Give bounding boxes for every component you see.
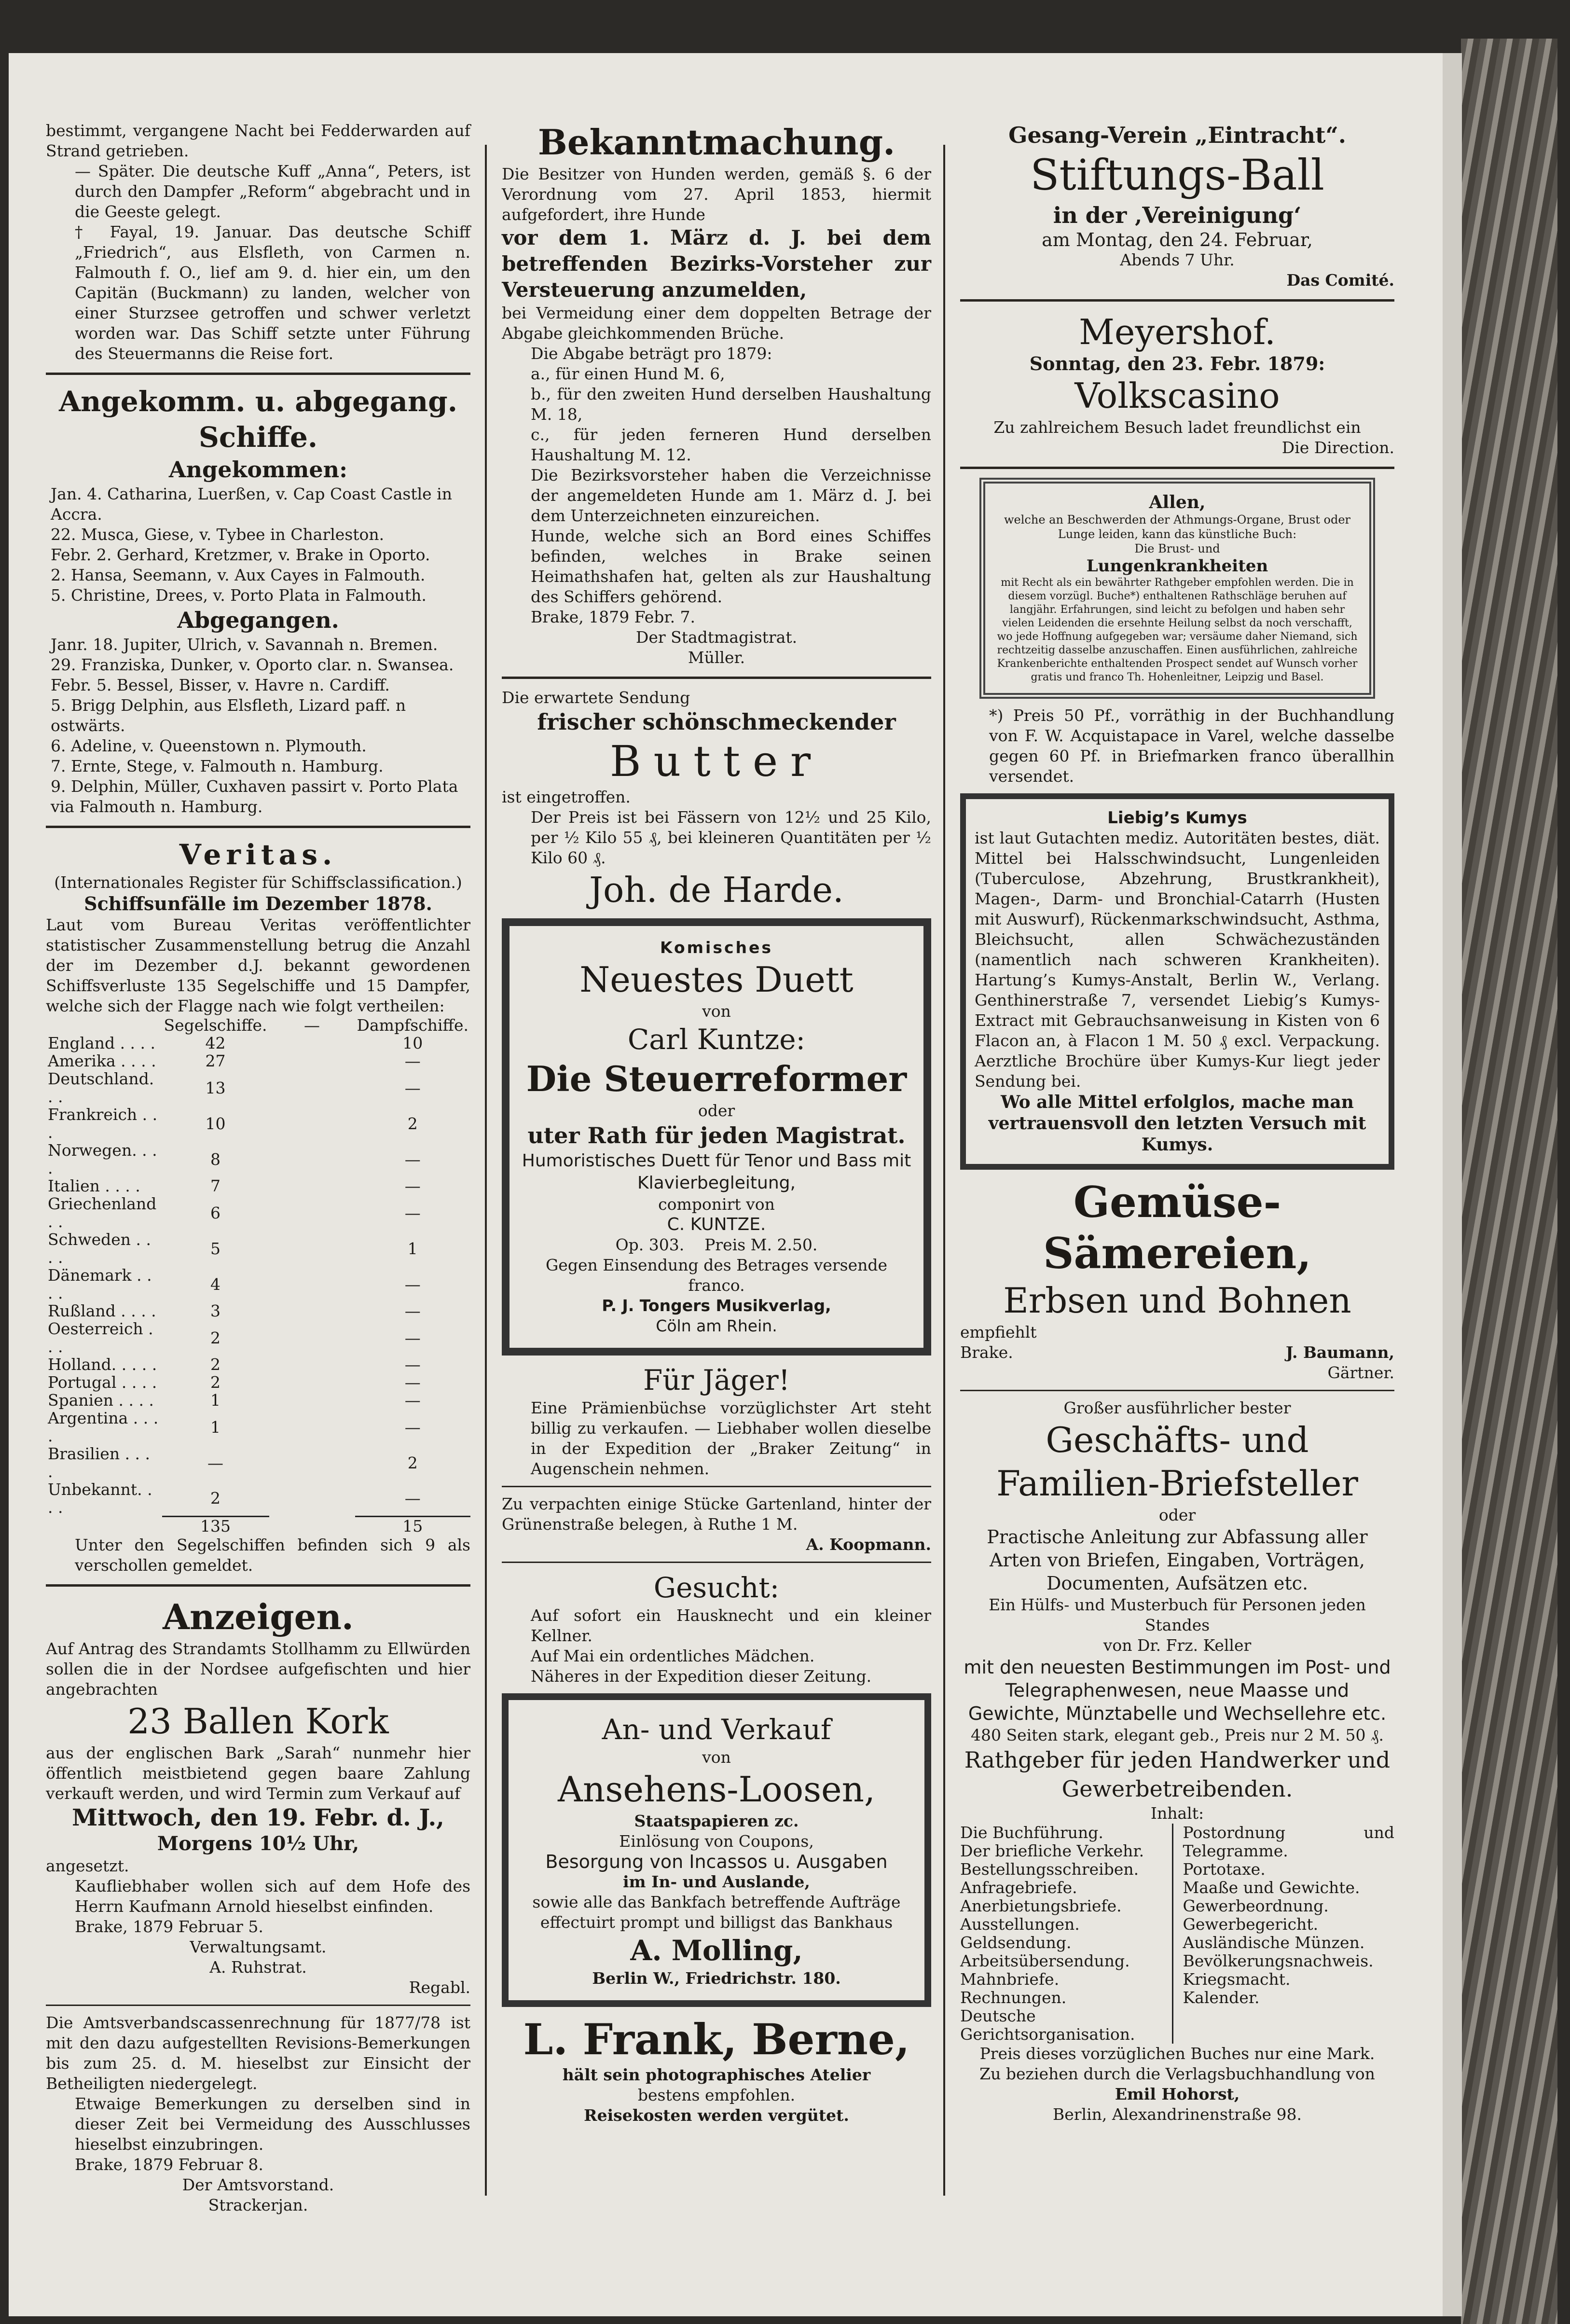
gem-line [960, 1342, 1394, 1363]
ship-entry: 9. Delphin, Müller, Cuxhaven passirt v. Porto Plata via Falmouth n. Hamburg. [51, 777, 458, 816]
ship-entry: Jan. 4. Catharina, Luerßen, v. Cap Coast Castle in Accra. [51, 484, 452, 524]
bek-sign: Der Stadtmagistrat. [635, 628, 798, 647]
steam-cell: — [404, 1355, 421, 1374]
steam-cell: — [404, 1488, 421, 1508]
departed-heading: Abgegangen. [177, 607, 339, 633]
col-header: — [304, 1016, 320, 1035]
mey-event: Volkscasino [1074, 375, 1280, 416]
bek-text: Hunde, welche sich an Bord eines Schiffes befinden, welches in Brake seinen Heimathshafen hat, gelten als zur Haushaltung des Schiffers gehörend. [531, 526, 931, 606]
gesucht-text: Auf Mai ein ordentliches Mädchen. [531, 1646, 815, 1665]
kumys-bold: Wo alle Mittel erfolglos, mache man vertrauensvoll den letzten Versuch mit Kumys. [988, 1092, 1366, 1155]
duett-desc: Humoristisches Duett für Tenor und Bass mit Klavierbegleitung, [522, 1151, 911, 1193]
col-header: Dampfschiffe. [357, 1016, 468, 1035]
loose-sub: im In- und Auslande, [623, 1872, 810, 1891]
butter-pre: Die erwartete Sendung [502, 688, 690, 707]
inhalt-grid [960, 1824, 1394, 2044]
table-header [46, 1016, 470, 1034]
inhalt-item: Geldsendung. [960, 1933, 1072, 1952]
ship-entry: 22. Musca, Giese, v. Tybee in Charleston. [51, 525, 385, 544]
table-row [46, 1034, 470, 1052]
sep-cell [269, 1302, 355, 1320]
total-steam: 15 [355, 1516, 470, 1535]
sep-cell [269, 1052, 355, 1070]
inhalt-item: Rechnungen. [960, 1988, 1067, 2007]
steam-cell: 2 [407, 1114, 418, 1133]
sail-cell: 8 [210, 1149, 221, 1169]
sep-cell [269, 1373, 355, 1391]
steam-cell: — [404, 1391, 421, 1410]
sep-cell [269, 1409, 355, 1445]
sail-cell: 2 [210, 1355, 221, 1374]
gem-place: Brake. [960, 1343, 1013, 1362]
frank-text3: Reisekosten werden vergütet. [584, 2106, 849, 2125]
table-row [46, 1195, 470, 1231]
table-row [46, 1409, 470, 1445]
news-paragraph: † Fayal, 19. Januar. Das deutsche Schiff „Friedrich“, aus Elsfleth, von Carmen n. Falmouth f. O., lief am 9. d. hier ein, um den Capitän (Buckmann) zu landen, welcher von einer Sturzsee getroffen und schwer verletzt worden war. Das Schiff setzte unter Führung des Steuermanns die Reise fort. [75, 222, 470, 363]
country-cell: Schweden . . . . [48, 1230, 151, 1267]
inhalt-item: Gewerbeordnung. [1183, 1896, 1329, 1915]
ship-entry: Febr. 2. Gerhard, Kretzmer, v. Brake in Oporto. [51, 545, 430, 564]
country-cell: Griechenland . . [48, 1194, 157, 1231]
duett-kicker: Komisches [660, 938, 773, 957]
divider [960, 467, 1394, 469]
steam-cell: 2 [407, 1453, 418, 1472]
allen-text: Die Brust- und [1134, 542, 1220, 555]
sep-cell [269, 1106, 355, 1141]
inhalt-item: Deutsche Gerichtsorganisation. [960, 2006, 1135, 2044]
allen-footnote: *) Preis 50 Pf., vorräthig in der Buchhandlung von F. W. Acquistapace in Varel, welche dasselbe gegen 60 Pf. in Briefmarken franco überallhin versendet. [989, 706, 1394, 786]
inhalt-item: Portotaxe. [1183, 1860, 1266, 1879]
country-cell: Spanien . . . . [48, 1391, 154, 1410]
duett-price: Preis M. 2.50. [704, 1235, 818, 1254]
bek-rate: b., für den zweiten Hund derselben Haushaltung M. 18, [531, 385, 931, 424]
loose-sub: Einlösung von Coupons, [619, 1832, 814, 1851]
veritas-subtitle: (Internationales Register für Schiffsclassification.) [54, 873, 462, 892]
loose-firm: A. Molling, [630, 1934, 803, 1967]
sail-cell: 1 [210, 1417, 221, 1437]
gem-role: Gärtner. [1327, 1363, 1394, 1382]
steam-cell: — [404, 1301, 421, 1320]
sail-cell: 7 [210, 1176, 221, 1195]
brief-pre: Großer ausführlicher bester [1063, 1398, 1291, 1417]
loose-sub: Staatspapieren zc. [634, 1812, 799, 1830]
steam-cell: — [404, 1078, 421, 1097]
country-cell: Holland. . . . . [48, 1355, 157, 1374]
amt-text: Etwaige Bemerkungen zu derselben sind in dieser Zeit bei Vermeidung des Ausschlusses hieselbst einzubringen. [75, 2094, 470, 2154]
divider [46, 826, 470, 828]
country-cell: Brasilien . . . . [48, 1444, 151, 1481]
column-left [46, 121, 470, 2215]
veritas-title: Veritas. [179, 838, 337, 871]
sail-cell: 5 [210, 1239, 221, 1258]
kork-date: Mittwoch, den 19. Febr. d. J., [72, 1804, 444, 1831]
steam-cell: 1 [407, 1239, 418, 1258]
sep-cell [269, 1391, 355, 1409]
sail-cell: 3 [210, 1301, 221, 1320]
total-sail: 135 [162, 1516, 269, 1535]
sep-cell [269, 1070, 355, 1106]
kork-text: aus der englischen Bark „Sarah“ nunmehr hier öffentlich meistbietend gegen baare Zahlung verkauft werden, und wird Termin zum Verkauf auf [46, 1743, 470, 1803]
duett-opus: Op. 303. [615, 1235, 685, 1254]
steam-cell: — [404, 1373, 421, 1392]
veritas-text: Laut vom Bureau Veritas veröffentlichter statistischer Zusammenstellung betrug die Anzahl der im Dezember d.J. bekannt gewordenen Schiffsverluste 135 Segelschiffe und 15 Dampfer, welche sich der Flagge nach wie folgt vertheilen: [46, 915, 470, 1015]
divider [960, 1390, 1394, 1391]
table-row [46, 1320, 470, 1356]
duett-work2: uter Rath für jeden Magistrat. [527, 1122, 906, 1148]
inhalt-item: Die Buchführung. [960, 1823, 1103, 1842]
table-row [46, 1141, 470, 1177]
table-row [46, 1445, 470, 1480]
kork-text2: Kaufliebhaber wollen sich auf dem Hofe des Herrn Kaufmann Arnold hieselbst einfinden. [75, 1876, 470, 1916]
country-cell: England . . . . [48, 1034, 155, 1052]
kork-sign: Regabl. [409, 1978, 470, 1997]
bek-text: Die Besitzer von Hunden werden, gemäß §. 6 der Verordnung vom 27. April 1853, hiermit aufgefordert, ihre Hunde [502, 165, 931, 224]
ship-entry: 5. Christine, Drees, v. Porto Plata in Falmouth. [51, 586, 427, 605]
brief-text: Practische Anleitung zur Abfassung aller Arten von Briefen, Eingaben, Vorträgen, Documenten, Aufsätzen etc. [987, 1526, 1368, 1594]
inhalt-item: Kalender. [1183, 1988, 1260, 2007]
loose-addr: Berlin W., Friedrichstr. 180. [592, 1969, 841, 1988]
jaeger-text: Eine Prämienbüchse vorzüglichster Art steht billig zu verkaufen. — Liebhaber wollen dieselbe in der Expedition der „Braker Zeitung“ in Augenschein nehmen. [531, 1398, 931, 1478]
table-row [46, 1052, 470, 1070]
steam-cell: — [404, 1328, 421, 1347]
country-cell: Unbekannt. . . . [48, 1480, 152, 1517]
sep-cell [269, 1177, 355, 1195]
table-row [46, 1231, 470, 1266]
sep-cell [269, 1445, 355, 1480]
country-cell: Argentina . . . . [48, 1409, 159, 1445]
divider [960, 299, 1394, 302]
table-row [46, 1356, 470, 1373]
jaeger-title: Für Jäger! [643, 1364, 790, 1397]
country-cell: Italien . . . . [48, 1176, 140, 1195]
country-cell: Portugal . . . . [48, 1373, 157, 1392]
steam-cell: — [404, 1274, 421, 1294]
ships-heading: Angekomm. u. abgegang. Schiffe. [59, 385, 457, 454]
frank-title: L. Frank, Berne, [523, 2014, 910, 2064]
veritas-heading: Schiffsunfälle im Dezember 1878. [84, 893, 432, 914]
table-row [46, 1266, 470, 1302]
gem-title: Gemüse-Sämereien, [1043, 1177, 1312, 1278]
inhalt-item: Mahnbriefe. [960, 1970, 1060, 1989]
ship-loss-table [46, 1016, 470, 1535]
brief-title: Geschäfts- und Familien-Briefsteller [996, 1420, 1358, 1504]
duett-op [521, 1235, 912, 1255]
brief-author: von Dr. Frz. Keller [1103, 1636, 1252, 1655]
amt-text: Die Amtsverbandscassenrechnung für 1877/78 ist mit den dazu aufgestellten Revisions-Bemerkungen bis zum 25. d. M. hieselbst zur Einsicht der Betheiligten niedergelegt. [46, 2013, 470, 2093]
column-middle [502, 121, 931, 2126]
inhalt-item: Arbeitsübersendung. [960, 1951, 1130, 1970]
country-cell: Norwegen. . . . [48, 1141, 157, 1177]
brief-text2: Ein Hülfs- und Musterbuch für Personen jeden Standes [989, 1595, 1366, 1634]
loose-ad-frame [502, 1693, 931, 2007]
inhalt-item: Ausstellungen. [960, 1915, 1080, 1934]
page-edge [1443, 53, 1462, 2316]
inhalt-item: Ausländische Münzen. [1183, 1933, 1365, 1952]
sail-cell: 13 [205, 1078, 226, 1097]
pacht-sign: A. Koopmann. [806, 1535, 931, 1554]
allen-text: mit Recht als ein bewährter Rathgeber empfohlen werden. Die in diesem vorzügl. Buche*) enthaltenen Rathschläge beruhen auf langjähr. Erfahrungen, sind leicht zu befolgen und haben sehr vielen Leidenden die ersehnte Heilung selbst da noch verschafft, wo jede Hoffnung aufgegeben war; versäume daher Niemand, sich rechtzeitig dasselbe anzuschaffen. Einen ausführlichen, zahlreiche Krankenberichte enthaltenden Prospect sendet auf Wunsch vorher gratis und franco Th. Hohenleitner, Leipzig und Basel. [997, 577, 1358, 683]
butter-text: ist eingetroffen. [502, 788, 631, 806]
mey-sign: Die Direction. [1281, 438, 1394, 457]
bek-title: Bekanntmachung. [537, 122, 895, 163]
gem-emp: empfiehlt [960, 1323, 1037, 1342]
divider [502, 1486, 931, 1487]
inhalt-item: Gewerbegericht. [1183, 1915, 1319, 1934]
steam-cell: 10 [402, 1034, 423, 1052]
sep-cell [269, 1480, 355, 1516]
brief-price: 480 Seiten stark, elegant geb., Preis nur 2 M. 50 ₰. [971, 1726, 1384, 1744]
country-cell: Rußland . . . . [48, 1301, 156, 1320]
duett-publisher: P. J. Tongers Musikverlag, [602, 1296, 831, 1315]
frank-text2: bestens empfohlen. [637, 2086, 796, 2104]
kork-place: Brake, 1879 Februar 5. [75, 1917, 263, 1936]
bek-sign: Müller. [688, 648, 745, 667]
bek-bold: vor dem 1. März d. J. bei dem betreffenden Bezirks-Vorsteher zur Versteuerung anzumelden, [502, 226, 931, 302]
ship-entry: 5. Brigg Delphin, aus Elsfleth, Lizard paff. n ostwärts. [51, 696, 406, 735]
gv-sign: Das Comité. [1286, 271, 1394, 290]
bek-text: Die Abgabe beträgt pro 1879: [531, 344, 772, 363]
divider [46, 373, 470, 375]
loose-text: sowie alle das Bankfach betreffende Aufträge effectuirt prompt und billigst das Bankhaus [532, 1893, 901, 1932]
sail-cell: 10 [205, 1114, 226, 1133]
sail-cell: 2 [210, 1373, 221, 1392]
amt-place: Brake, 1879 Februar 8. [75, 2155, 263, 2174]
sail-cell: 1 [210, 1391, 221, 1410]
kork-after: angesetzt. [46, 1856, 129, 1875]
butter-title: Butter [609, 736, 824, 786]
bek-text: Die Bezirksvorsteher haben die Verzeichnisse der angemeldeten Hunde am 1. März d. J. bei dem Unterzeichneten einzureichen. [531, 466, 931, 525]
divider [46, 2005, 470, 2006]
allen-head: Allen, [1149, 492, 1206, 512]
duett-oder: oder [698, 1101, 735, 1120]
col-header: Segelschiffe. [164, 1016, 267, 1035]
sep-cell [269, 1231, 355, 1266]
news-paragraph: — Später. Die deutsche Kuff „Anna“, Peters, ist durch den Dampfer „Reform“ abgebracht und in die Geeste gelegt. [75, 162, 470, 221]
table-row [46, 1373, 470, 1391]
rath-firm: Emil Hohorst, [1115, 2085, 1240, 2103]
ship-entry: 6. Adeline, v. Queenstown n. Plymouth. [51, 736, 367, 755]
sep-cell [269, 1356, 355, 1373]
steam-cell: — [404, 1176, 421, 1195]
table-total-row [46, 1516, 470, 1535]
sail-cell: 6 [210, 1203, 221, 1222]
duett-order: Gegen Einsendung des Betrages versende franco. [545, 1256, 888, 1295]
allen-text: welche an Beschwerden der Athmungs-Organe, Brust oder Lunge leiden, kann das künstliche Buch: [1004, 513, 1350, 541]
column-right [960, 121, 1394, 2125]
inhalt-item: Anfragebriefe. [960, 1878, 1077, 1897]
inhalt-item: Bevölkerungsnachweis. [1183, 1951, 1374, 1970]
inhalt-item: Bestellungsschreiben. [960, 1860, 1139, 1879]
ship-entry: 2. Hansa, Seemann, v. Aux Cayes in Falmouth. [51, 566, 426, 584]
country-cell: Oesterreich . . . [48, 1319, 153, 1356]
inhalt-item: Maaße und Gewichte. [1183, 1878, 1360, 1897]
bek-rate: c., für jeden ferneren Hund derselben Haushaltung M. 12. [531, 425, 931, 464]
rath-title: Rathgeber für jeden Handwerker und Gewerbetreibenden. [964, 1747, 1391, 1802]
column-rule [943, 145, 945, 2196]
table-row [46, 1070, 470, 1106]
steam-cell: — [404, 1051, 421, 1070]
loose-head: An- und Verkauf [602, 1713, 831, 1746]
frank-text [502, 2065, 931, 2085]
mey-date: Sonntag, den 23. Febr. 1879: [1029, 353, 1325, 374]
table-row [46, 1302, 470, 1320]
duett-comp: componirt von [658, 1195, 775, 1214]
duett-author: Carl Kuntze: [627, 1023, 806, 1056]
duett-work: Die Steuerreformer [526, 1058, 907, 1099]
gv-date: am Montag, den 24. Februar, [1042, 229, 1313, 250]
kumys-ad-frame [960, 793, 1394, 1170]
inhalt-item: Der briefliche Verkehr. [960, 1841, 1144, 1860]
table-row [46, 1391, 470, 1409]
country-cell: Amerika . . . . [48, 1051, 156, 1070]
butter-sub: frischer schönschmeckender [537, 709, 896, 735]
sail-cell: 27 [205, 1051, 226, 1070]
sep-cell [269, 1266, 355, 1302]
ship-entry: Febr. 5. Bessel, Bisser, v. Havre n. Cardiff. [51, 676, 390, 694]
kork-intro: Auf Antrag des Strandamts Stollhamm zu Ellwürden sollen die in der Nordsee aufgefischten und hier angebrachten [46, 1639, 470, 1699]
inhalt-left [960, 1824, 1173, 2044]
country-cell: Deutschland. . . [48, 1069, 154, 1106]
mey-text: Zu zahlreichem Besuch ladet freundlichst ein [993, 418, 1361, 437]
inhalt-item: Anerbietungsbriefe. [960, 1896, 1122, 1915]
rath-order: Zu beziehen durch die Verlagsbuchhandlung von [979, 2064, 1375, 2083]
steam-cell: — [404, 1417, 421, 1437]
pacht-text: Zu verpachten einige Stücke Gartenland, hinter der Grünenstraße belegen, à Ruthe 1 M. [502, 1494, 931, 1534]
duett-title: Neuestes Duett [579, 959, 854, 1000]
sep-cell [269, 1141, 355, 1177]
loose-von: von [702, 1748, 731, 1767]
bek-text: bei Vermeidung einer dem doppelten Betrage der Abgabe gleichkommenden Brüche. [502, 304, 931, 343]
allen-ad-frame [979, 478, 1375, 699]
sep-cell [269, 1195, 355, 1231]
steam-cell: — [404, 1203, 421, 1222]
inhalt-right [1183, 1824, 1395, 2044]
inhalt-label: Inhalt: [1150, 1804, 1204, 1823]
gv-time: Abends 7 Uhr. [1120, 250, 1235, 269]
duett-ad-frame [502, 918, 931, 1356]
ship-entry: 7. Ernte, Stege, v. Falmouth n. Hamburg. [51, 757, 384, 775]
gv-place: in der ‚Vereinigung‘ [1053, 202, 1302, 228]
sail-cell: 42 [205, 1034, 226, 1052]
divider [502, 677, 931, 679]
sail-cell: — [207, 1453, 224, 1472]
gesucht-text: Auf sofort ein Hausknecht und ein kleiner Kellner. [531, 1606, 931, 1645]
kork-title: 23 Ballen Kork [127, 1701, 389, 1742]
kork-time: Morgens 10½ Uhr, [157, 1832, 359, 1855]
kork-sign: Verwaltungsamt. [190, 1937, 327, 1956]
butter-text: Der Preis ist bei Fässern von 12½ und 25 Kilo, per ½ Kilo 55 ₰, bei kleineren Quantitäten per ½ Kilo 60 ₰. [531, 808, 931, 867]
sail-cell: 2 [210, 1328, 221, 1347]
inhalt-item: Kriegsmacht. [1183, 1970, 1291, 1989]
amt-sign: Strackerjan. [208, 2195, 308, 2214]
veritas-footnote: Unter den Segelschiffen befinden sich 9 als verschollen gemeldet. [75, 1535, 470, 1575]
loose-title: Ansehens-Loosen, [558, 1769, 875, 1810]
brief-oder: oder [1158, 1506, 1196, 1524]
gv-head: Gesang-Verein „Eintracht“. [1008, 122, 1346, 148]
divider [46, 1584, 470, 1587]
gesucht-title: Gesucht: [653, 1571, 780, 1604]
table-row [46, 1106, 470, 1141]
country-cell: Frankreich . . . [48, 1105, 158, 1142]
amt-sign: Der Amtsvorstand. [182, 2175, 334, 2194]
sail-cell: 4 [210, 1274, 221, 1294]
sep-cell [269, 1034, 355, 1052]
divider [502, 1562, 931, 1563]
steam-cell: — [404, 1149, 421, 1169]
gem-sub: Erbsen und Bohnen [1003, 1280, 1351, 1321]
duett-composer: C. KUNTZE. [667, 1215, 766, 1234]
ship-entry: 29. Franziska, Dunker, v. Oporto clar. n. Swansea. [51, 655, 454, 674]
sep-cell [269, 1320, 355, 1356]
inhalt-item: Postordnung und Telegramme. [1183, 1823, 1394, 1860]
anzeigen-title: Anzeigen. [163, 1596, 354, 1637]
rath-price: Preis dieses vorzüglichen Buches nur eine Mark. [979, 2044, 1375, 2063]
gv-title: Stiftungs-Ball [1030, 150, 1324, 200]
kumys-title: Liebig’s Kumys [1107, 808, 1247, 828]
gesucht-text: Näheres in der Expedition dieser Zeitung. [531, 1667, 872, 1686]
gem-sign: J. Baumann, [1285, 1343, 1394, 1362]
bek-rate: a., für einen Hund M. 6, [531, 364, 725, 383]
column-rule [485, 145, 487, 2196]
country-cell: Dänemark . . . . [48, 1266, 152, 1302]
ship-entry: Janr. 18. Jupiter, Ulrich, v. Savannah n. Bremen. [51, 635, 438, 654]
loose-sub: Besorgung von Incassos u. Ausgaben [545, 1851, 888, 1872]
duett-city: Cöln am Rhein. [656, 1316, 777, 1335]
table-row [46, 1177, 470, 1195]
bek-place: Brake, 1879 Febr. 7. [531, 608, 696, 626]
arrived-heading: Angekommen: [168, 456, 348, 483]
rath-addr: Berlin, Alexandrinenstraße 98. [1052, 2105, 1302, 2124]
table-row [46, 1480, 470, 1516]
sail-cell: 2 [210, 1488, 221, 1508]
book-binding [1461, 39, 1557, 2324]
butter-sign: Joh. de Harde. [589, 870, 844, 910]
allen-title: Lungenkrankheiten [1086, 556, 1268, 576]
news-paragraph: bestimmt, vergangene Nacht bei Fedderwarden auf Strand getrieben. [46, 121, 470, 160]
brief-text3: mit den neuesten Bestimmungen im Post- und Telegraphenwesen, neue Maasse und Gewichte, Münztabelle und Wechsellehre etc. [964, 1657, 1391, 1724]
duett-von: von [702, 1002, 731, 1021]
kumys-text: ist laut Gutachten mediz. Autoritäten bestes, diät. Mittel bei Halsschwindsucht, Lungenleiden (Tuberculose, Abzehrung, Brustkrankheit), Magen-, Darm- und Bronchial-Catarrh (Husten mit Auswurf), Rückenmarkschwindsucht, Asthma, Bleichsucht, allen Schwächezuständen (namentlich nach schweren Krankheiten). Hartung’s Kumys-Anstalt, Berlin W., Verlang. Genthinerstraße 7, versendet Liebig’s Kumys-Extract mit Gebrauchsanweisung in Kisten von 6 Flacon an, à Flacon 1 M. 50 ₰ excl. Verpackung. Aerztliche Brochüre über Kumys-Kur liegt jeder Sendung bei. [975, 829, 1380, 1091]
frank-text1: hält sein photographisches Atelier [562, 2065, 871, 2084]
mey-title: Meyershof. [1079, 312, 1276, 352]
kork-sign: A. Ruhstrat. [209, 1957, 307, 1977]
